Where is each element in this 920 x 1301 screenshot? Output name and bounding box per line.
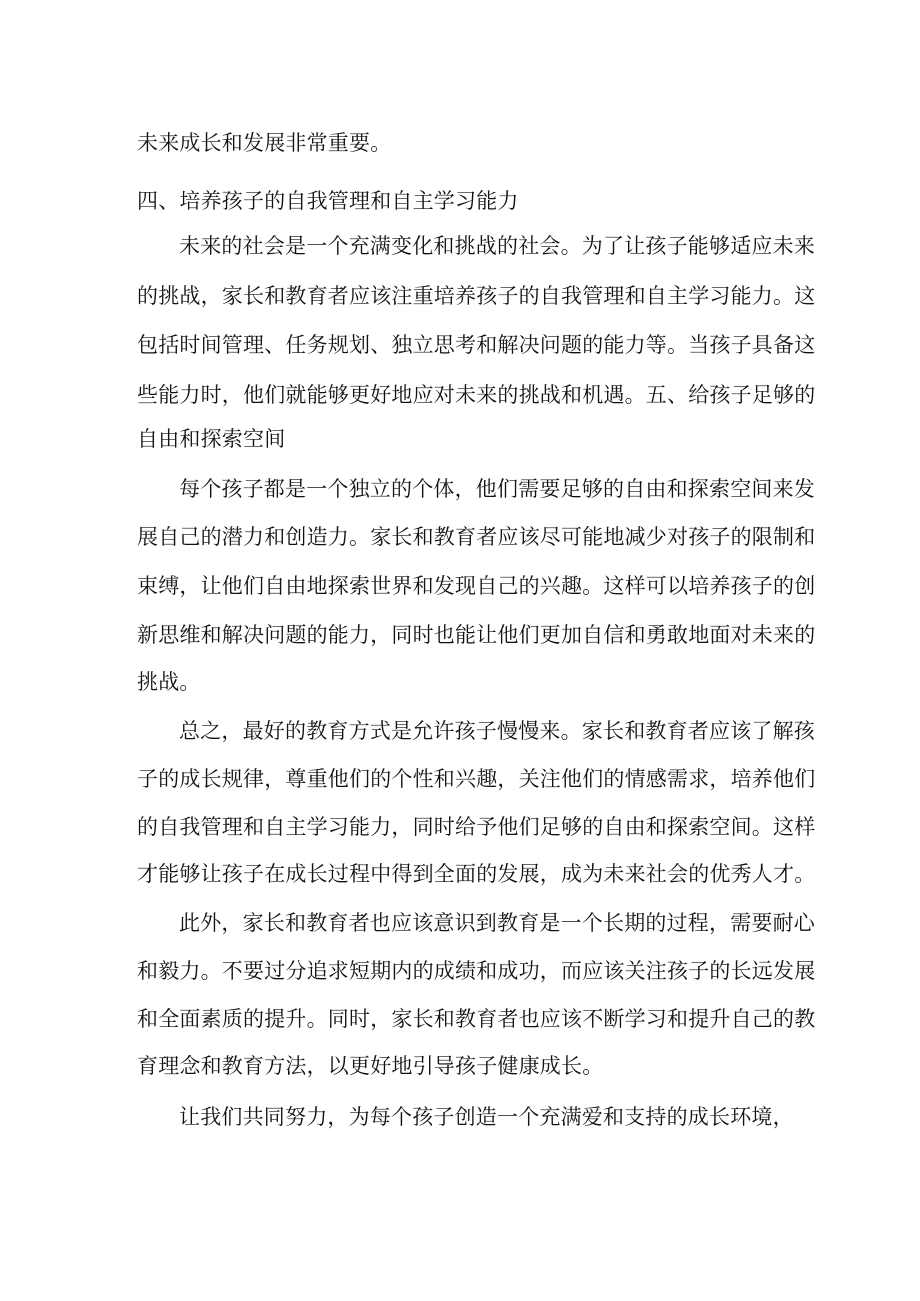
text-line: 未来成长和发展非常重要。: [137, 131, 392, 155]
text-line: 未来的社会是一个充满变化和挑战的社会。为了让孩子能够适应未来: [179, 234, 815, 258]
text-line: 的挑战，家长和教育者应该注重培养孩子的自我管理和自主学习能力。这: [137, 284, 816, 308]
text-line: 育理念和教育方法，以更好地引导孩子健康成长。: [137, 1054, 604, 1078]
text-line: 展自己的潜力和创造力。家长和教育者应该尽可能地减少对孩子的限制和: [137, 525, 816, 549]
text-line: 包括时间管理、任务规划、独立思考和解决问题的能力等。当孩子具备这: [137, 333, 816, 357]
text-line: 和毅力。不要过分追求短期内的成绩和成功，而应该关注孩子的长远发展: [137, 959, 816, 983]
text-line: 挑战。: [137, 670, 201, 694]
text-line: 和全面素质的提升。同时，家长和教育者也应该不断学习和提升自己的教: [137, 1007, 816, 1031]
section-heading: 四、培养孩子的自我管理和自主学习能力: [137, 189, 519, 213]
text-line: 才能够让孩子在成长过程中得到全面的发展，成为未来社会的优秀人才。: [137, 862, 816, 886]
text-line: 每个孩子都是一个独立的个体，他们需要足够的自由和探索空间来发: [179, 477, 815, 501]
text-line: 些能力时，他们就能够更好地应对未来的挑战和机遇。五、给孩子足够的: [137, 383, 816, 407]
text-line: 束缚，让他们自由地探索世界和发现自己的兴趣。这样可以培养孩子的创: [137, 574, 816, 598]
text-line: 子的成长规律，尊重他们的个性和兴趣，关注他们的情感需求，培养他们: [137, 767, 816, 791]
text-line: 自由和探索空间: [137, 427, 286, 451]
text-line: 此外，家长和教育者也应该意识到教育是一个长期的过程，需要耐心: [179, 911, 815, 935]
text-line: 的自我管理和自主学习能力，同时给予他们足够的自由和探索空间。这样: [137, 815, 816, 839]
text-line: 新思维和解决问题的能力，同时也能让他们更加自信和勇敢地面对未来的: [137, 623, 816, 647]
text-line: 让我们共同努力，为每个孩子创造一个充满爱和支持的成长环境，: [179, 1105, 794, 1129]
text-line: 总之，最好的教育方式是允许孩子慢慢来。家长和教育者应该了解孩: [179, 719, 815, 743]
